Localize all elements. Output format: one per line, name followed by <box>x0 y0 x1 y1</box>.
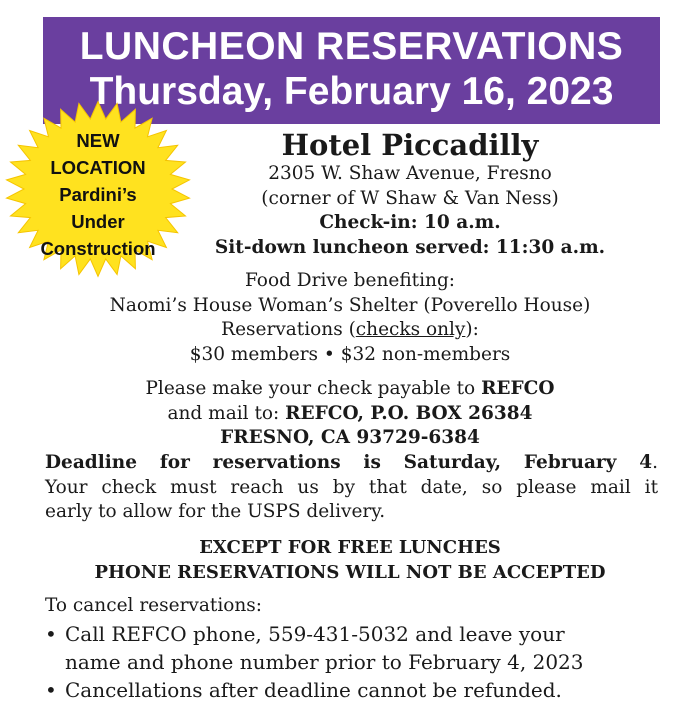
venue-name: Hotel Piccadilly <box>281 128 539 162</box>
cancel-list <box>45 621 665 706</box>
badge-line-location: LOCATION <box>50 157 146 178</box>
deadline-line: Deadline for reservations is Saturday, February 4. <box>45 452 658 473</box>
food-drive-beneficiary: Naomi’s House Woman’s Shelter (Poverello House) <box>109 294 591 316</box>
luncheon-time: Sit-down luncheon served: 11:30 a.m. <box>214 236 606 258</box>
checks-only: checks only <box>355 319 466 340</box>
new-location-badge-text <box>3 127 193 262</box>
badge-line-new: NEW <box>76 130 120 151</box>
payment-section <box>45 377 655 451</box>
badge-line-construction: Construction <box>40 238 156 259</box>
reservations-line: Reservations (checks only): <box>221 319 479 340</box>
notice-line-1: EXCEPT FOR FREE LUNCHES <box>199 537 501 558</box>
checkin-time: Check-in: 10 a.m. <box>319 212 501 233</box>
bullet: • <box>45 678 57 702</box>
phone-notice <box>45 535 655 585</box>
banner-title: LUNCHEON RESERVATIONS <box>79 25 624 68</box>
badge-line-under: Under <box>71 211 125 232</box>
deadline-note-2: early to allow for the USPS delivery. <box>45 501 386 522</box>
mail-line: and mail to: REFCO, P.O. BOX 26384 <box>167 402 533 424</box>
cancel-title: To cancel reservations: <box>45 595 263 616</box>
venue-corner: (corner of W Shaw & Van Ness) <box>261 187 559 209</box>
notice-line-2: PHONE RESERVATIONS WILL NOT BE ACCEPTED <box>94 562 606 583</box>
banner-date: Thursday, February 16, 2023 <box>89 70 614 113</box>
food-drive-line: Food Drive benefiting: <box>244 270 456 291</box>
venue-details <box>175 162 645 260</box>
deadline-section <box>45 451 658 525</box>
cancel-item-call: • Call REFCO phone, 559-431-5032 and leave your name and phone number prior to February 4, 2023 <box>45 622 584 674</box>
venue-address: 2305 W. Shaw Avenue, Fresno <box>268 163 552 184</box>
cancel-item-refund: • Cancellations after deadline cannot be refunded. <box>45 677 665 705</box>
deadline-text: Deadline for reservations is Saturday, February 4 <box>45 452 653 473</box>
badge-line-pardinis: Pardini’s <box>59 184 137 205</box>
price-line: $30 members • $32 non-members <box>189 343 511 365</box>
mail-city: FRESNO, CA 93729-6384 <box>220 427 480 448</box>
payable-line: Please make your check payable to REFCO <box>145 378 555 399</box>
bullet: • <box>45 622 57 646</box>
food-drive-section <box>45 269 655 367</box>
mail-address: REFCO, P.O. BOX 26384 <box>285 402 533 424</box>
payee: REFCO <box>481 378 555 399</box>
deadline-note-1: Your check must reach us by that date, so please mail it <box>45 476 658 498</box>
